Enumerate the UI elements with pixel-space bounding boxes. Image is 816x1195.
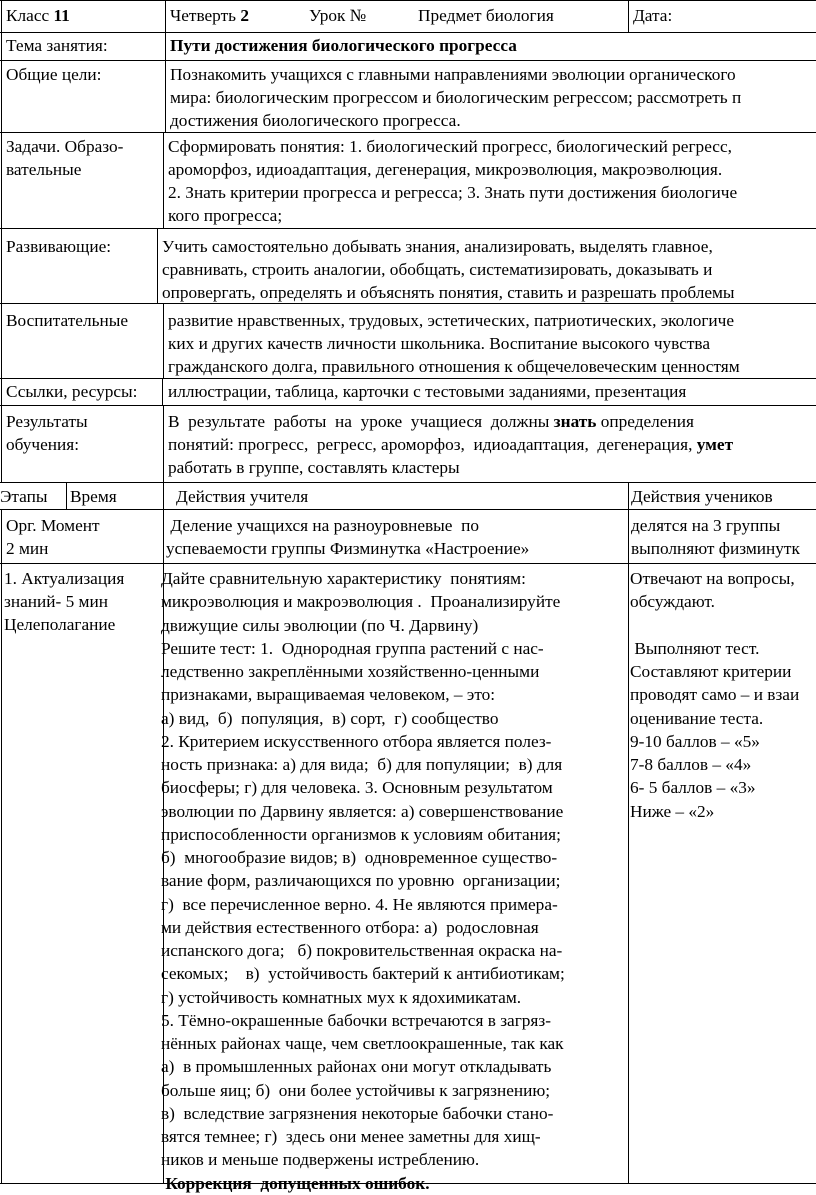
teacher-text-line: а) вид, б) популяция, в) сорт, г) сообщество — [161, 708, 499, 728]
results-text: В результате работы на уроке учащиеся должны — [168, 412, 554, 431]
column-divider — [66, 482, 67, 509]
tasks-label: Задачи. Образо- — [6, 137, 124, 156]
goals-line: мира: биологическим прогрессом и биологическим регрессом; рассмотреть п — [170, 88, 742, 107]
tasks-line: кого прогресса; — [168, 206, 283, 225]
tasks-line: ароморфоз, идиоадаптация, дегенерация, микроэволюция, макроэволюция. — [168, 160, 723, 179]
teacher-text-line: г) все перечисленное верно. 4. Не являются примера- — [161, 894, 558, 914]
teacher-text-line: ников и меньше подвержены истреблению. — [161, 1150, 480, 1170]
resources-label: Ссылки, ресурсы: — [6, 382, 138, 401]
actualization-stage: 1. Актуализация — [4, 569, 125, 588]
results-label: обучения: — [6, 435, 80, 454]
column-divider — [165, 0, 166, 132]
column-divider — [628, 482, 629, 1184]
column-divider — [157, 228, 158, 303]
upbringing-line: развитие нравственных, трудовых, эстетических, патриотических, экологиче — [168, 311, 735, 330]
teacher-text-line: испанского дога; б) покровительственная окраска на- — [161, 941, 563, 960]
org-stage: 2 мин — [6, 539, 49, 558]
subject-label: Предмет биология — [418, 6, 554, 25]
lesson-number-label: Урок № — [309, 6, 367, 25]
row-divider — [0, 509, 816, 510]
teacher-text-line: г) устойчивость комнатных мух к ядохимикатам. — [161, 987, 522, 1007]
developing-line: Учить самостоятельно добывать знания, анализировать, выделять главное, — [162, 237, 713, 256]
date-label: Дата: — [633, 6, 673, 25]
teacher-text-line: эволюции по Дарвину является: а) совершенствование — [161, 801, 564, 821]
teacher-text-line: ность признака: а) для вида; б) для популяции; в) для — [161, 755, 563, 774]
upbringing-line: ких и других качеств личности школьника. Воспитание высокого чувства — [168, 334, 711, 353]
column-divider — [162, 378, 163, 405]
row-divider — [0, 228, 816, 229]
tasks-line: Сформировать понятия: 1. биологический прогресс, биологический регресс, — [168, 137, 732, 156]
teacher-actions-header: Действия учителя — [176, 487, 309, 506]
org-stage: Орг. Момент — [6, 516, 100, 535]
student-text-line: Отвечают на вопросы, — [630, 569, 795, 588]
teacher-text-line: нённых районах чаще, чем светлоокрашенные, так как — [161, 1034, 564, 1053]
teacher-text-line: б) многообразие видов; в) одновременное существо- — [161, 848, 558, 867]
teacher-text-line: микроэволюция и макроэволюция . Проанализируйте — [161, 592, 561, 612]
results-can: умет — [696, 435, 734, 454]
teacher-text-line: 5. Тёмно-окрашенные бабочки встречаются в загряз- — [161, 1010, 551, 1030]
column-divider — [163, 132, 164, 228]
results-line: работать в группе, составлять кластеры — [168, 458, 460, 477]
developing-label: Развивающие: — [6, 237, 112, 256]
teacher-text-line: секомых; в) устойчивость бактерий к антибиотикам; — [161, 964, 565, 984]
table-border — [0, 0, 816, 1]
row-divider — [0, 32, 816, 33]
teacher-text-line: признаками, выращиваемая человеком, – это: — [161, 685, 496, 705]
teacher-text-line: движущие силы эволюции (по Ч. Дарвину) — [161, 615, 479, 635]
student-text-line: 9-10 баллов – «5» — [630, 731, 760, 751]
column-divider — [163, 303, 164, 378]
tasks-line: 2. Знать критерии прогресса и регресса; 3. Знать пути достижения биологиче — [168, 183, 738, 202]
tasks-label: вательные — [6, 160, 82, 179]
class-cell — [6, 4, 70, 27]
class-label: Класс — [6, 6, 50, 25]
topic-label: Тема занятия: — [6, 36, 108, 55]
results-text: понятий: прогресс, регресс, ароморфоз, идиоадаптация, дегенерация, — [168, 435, 697, 454]
developing-line: опровергать, определять и объяснять понятия, ставить и разрешать проблемы — [162, 283, 735, 302]
table-border — [1, 509, 2, 1184]
class-value: 11 — [53, 6, 70, 25]
org-students: делятся на 3 группы — [631, 516, 781, 535]
results-line — [168, 410, 694, 433]
teacher-text-line: ледственно закреплёнными хозяйственно-ценными — [161, 662, 540, 681]
topic-value: Пути достижения биологического прогресса — [170, 36, 517, 55]
stages-header: Этапы — [0, 487, 48, 506]
student-text-line: Ниже – «2» — [630, 801, 715, 821]
org-teacher: Деление учащихся на разноуровневые по — [166, 516, 479, 535]
column-divider — [628, 0, 629, 32]
quarter-label: Четверть — [170, 6, 237, 25]
time-header: Время — [70, 487, 117, 506]
results-know: знать — [553, 412, 597, 431]
student-text-line: проводят само – и взаи — [630, 685, 800, 705]
row-divider — [0, 60, 816, 61]
error-correction-line: Коррекция допущенных ошибок. — [161, 1173, 430, 1193]
student-actions-header: Действия учеников — [631, 487, 773, 506]
teacher-text-line: ми действия естественного отбора: а) родословная — [161, 917, 539, 937]
actualization-stage: знаний- 5 мин — [4, 592, 108, 611]
org-students: выполняют физминутк — [631, 539, 800, 558]
teacher-text-line: вятся темнее; г) здесь они менее заметны для хищ- — [161, 1127, 541, 1146]
quarter-cell — [170, 4, 249, 27]
table-border — [1, 0, 2, 482]
teacher-text-line: больше яиц; б) они более устойчивы к загрязнению; — [161, 1080, 551, 1100]
results-line — [168, 433, 733, 456]
goals-line: Познакомить учащихся с главными направлениями эволюции органического — [170, 65, 736, 84]
column-divider — [163, 405, 164, 482]
student-text-line: 6- 5 баллов – «3» — [630, 778, 756, 798]
org-teacher: успеваемости группы Физминутка «Настроение» — [166, 539, 530, 558]
student-text-line: Составляют критерии — [630, 662, 792, 681]
teacher-text-line: в) вследствие загрязнения некоторые бабочки стано- — [161, 1103, 554, 1123]
teacher-text-line: вание форм, различающихся по уровню организации; — [161, 871, 561, 891]
row-divider — [0, 405, 816, 406]
results-text: определения — [596, 412, 694, 431]
student-text-line: обсуждают. — [630, 592, 715, 612]
student-text-line: Выполняют тест. — [630, 638, 760, 658]
goals-label: Общие цели: — [6, 65, 102, 84]
teacher-text-line: а) в промышленных районах они могут откладывать — [161, 1057, 552, 1077]
developing-line: сравнивать, строить аналогии, обобщать, систематизировать, доказывать и — [162, 260, 713, 279]
upbringing-line: гражданского долга, правильного отношения к общечеловеческим ценностям — [168, 357, 740, 376]
goals-line: достижения биологического прогресса. — [170, 111, 461, 130]
student-text-line: оценивание теста. — [630, 708, 764, 728]
resources-value: иллюстрации, таблица, карточки с тестовыми заданиями, презентация — [168, 382, 687, 401]
row-divider — [0, 563, 816, 564]
teacher-text-line: биосферы; г) для человека. 3. Основным результатом — [161, 778, 553, 798]
teacher-text-line: 2. Критерием искусственного отбора является полез- — [161, 731, 552, 751]
student-text-line: 7-8 баллов – «4» — [630, 755, 752, 774]
teacher-text-line: Дайте сравнительную характеристику понятиям: — [161, 569, 526, 588]
actualization-stage: Целеполагание — [4, 615, 116, 634]
quarter-value: 2 — [240, 6, 249, 25]
teacher-text-line: приспособленности организмов к условиям обитания; — [161, 824, 561, 844]
results-label: Результаты — [6, 412, 88, 431]
upbringing-label: Воспитательные — [6, 311, 129, 330]
row-divider — [0, 482, 816, 483]
teacher-text-line: Решите тест: 1. Однородная группа растений с нас- — [161, 638, 544, 658]
